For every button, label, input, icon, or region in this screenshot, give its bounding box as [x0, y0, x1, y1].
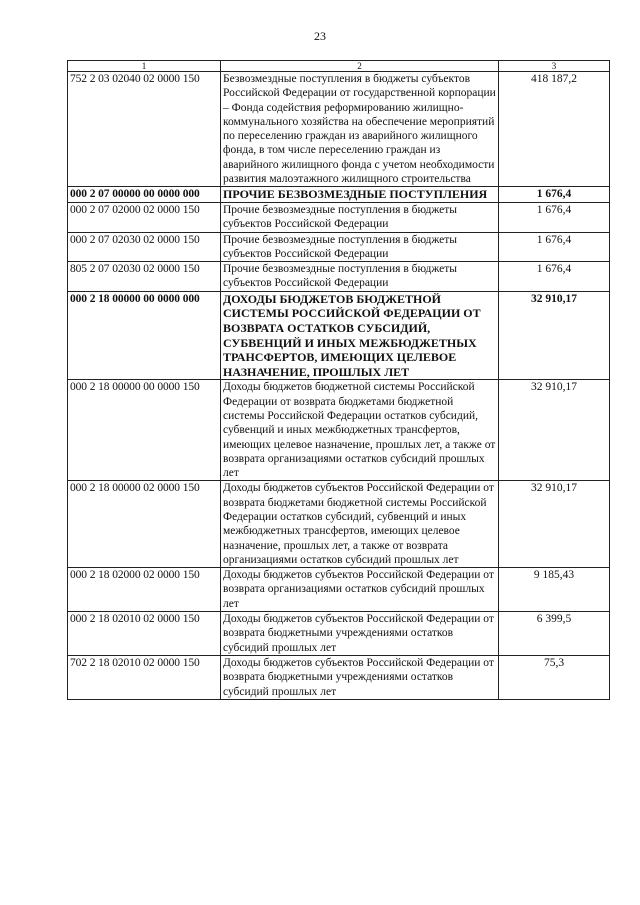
page-number: 23 [314, 29, 326, 43]
code-cell: 000 2 18 00000 02 0000 150 [68, 481, 221, 568]
table-row [68, 72, 610, 187]
table-row [68, 187, 610, 203]
amount-cell: 75,3 [499, 655, 610, 699]
table-row [68, 481, 610, 568]
column-header-amount: 3 [499, 61, 610, 72]
name-cell: Безвозмездные поступления в бюджеты субъектов Российской Федерации от государственной корпорации – Фонда содействия реформированию жилищно-коммунального хозяйства на обеспечение мероприятий по переселению граждан из аварийного жилищного фонда, в том числе переселению граждан из аварийного жилищного фонда с учетом необходимости развития малоэтажного жилищного строительства [221, 72, 499, 187]
name-cell: ДОХОДЫ БЮДЖЕТОВ БЮДЖЕТНОЙ СИСТЕМЫ РОССИЙСКОЙ ФЕДЕРАЦИИ ОТ ВОЗВРАТА ОСТАТКОВ СУБСИДИЙ, СУБВЕНЦИЙ И ИНЫХ МЕЖБЮДЖЕТНЫХ ТРАНСФЕРТОВ, ИМЕЮЩИХ ЦЕЛЕВОЕ НАЗНАЧЕНИЕ, ПРОШЛЫХ ЛЕТ [221, 291, 499, 380]
code-cell: 000 2 07 02030 02 0000 150 [68, 232, 221, 262]
table-body [68, 72, 610, 700]
table-row [68, 612, 610, 656]
amount-cell: 6 399,5 [499, 612, 610, 656]
code-cell: 752 2 03 02040 02 0000 150 [68, 72, 221, 187]
amount-cell: 1 676,4 [499, 202, 610, 232]
table-row [68, 202, 610, 232]
column-header-code: 1 [68, 61, 221, 72]
code-cell: 000 2 18 00000 00 0000 000 [68, 291, 221, 380]
column-header-name: 2 [221, 61, 499, 72]
table-row [68, 262, 610, 292]
amount-cell: 32 910,17 [499, 291, 610, 380]
amount-cell: 32 910,17 [499, 481, 610, 568]
table-row [68, 232, 610, 262]
amount-cell: 1 676,4 [499, 187, 610, 203]
name-cell: Прочие безвозмездные поступления в бюджеты субъектов Российской Федерации [221, 202, 499, 232]
table-row [68, 655, 610, 699]
amount-cell: 1 676,4 [499, 232, 610, 262]
amount-cell: 418 187,2 [499, 72, 610, 187]
amount-cell: 32 910,17 [499, 380, 610, 481]
name-cell: Прочие безвозмездные поступления в бюджеты субъектов Российской Федерации [221, 262, 499, 292]
name-cell: Доходы бюджетов бюджетной системы Российской Федерации от возврата бюджетами бюджетной системы Российской Федерации остатков субсидий, субвенций и иных межбюджетных трансфертов, имеющих целевое назначение, прошлых лет, а также от возврата организациями остатков субсидий прошлых лет [221, 380, 499, 481]
budget-revenue-table [67, 60, 610, 700]
table-row [68, 568, 610, 612]
amount-cell: 1 676,4 [499, 262, 610, 292]
amount-cell: 9 185,43 [499, 568, 610, 612]
table-header-row [68, 61, 610, 72]
name-cell: Доходы бюджетов субъектов Российской Федерации от возврата бюджетными учреждениями остатков субсидий прошлых лет [221, 612, 499, 656]
name-cell: Доходы бюджетов субъектов Российской Федерации от возврата бюджетами бюджетной системы Российской Федерации остатков субсидий, субвенций и иных межбюджетных трансфертов, имеющих целевое назначение, прошлых лет, а также от возврата организациями остатков субсидий прошлых лет [221, 481, 499, 568]
name-cell: Доходы бюджетов субъектов Российской Федерации от возврата бюджетными учреждениями остатков субсидий прошлых лет [221, 655, 499, 699]
code-cell: 000 2 18 02010 02 0000 150 [68, 612, 221, 656]
name-cell: Доходы бюджетов субъектов Российской Федерации от возврата организациями остатков субсидий прошлых лет [221, 568, 499, 612]
code-cell: 000 2 18 02000 02 0000 150 [68, 568, 221, 612]
name-cell: Прочие безвозмездные поступления в бюджеты субъектов Российской Федерации [221, 232, 499, 262]
table-row [68, 291, 610, 380]
code-cell: 000 2 07 00000 00 0000 000 [68, 187, 221, 203]
code-cell: 702 2 18 02010 02 0000 150 [68, 655, 221, 699]
code-cell: 000 2 18 00000 00 0000 150 [68, 380, 221, 481]
code-cell: 000 2 07 02000 02 0000 150 [68, 202, 221, 232]
code-cell: 805 2 07 02030 02 0000 150 [68, 262, 221, 292]
table-row [68, 380, 610, 481]
name-cell: ПРОЧИЕ БЕЗВОЗМЕЗДНЫЕ ПОСТУПЛЕНИЯ [221, 187, 499, 203]
